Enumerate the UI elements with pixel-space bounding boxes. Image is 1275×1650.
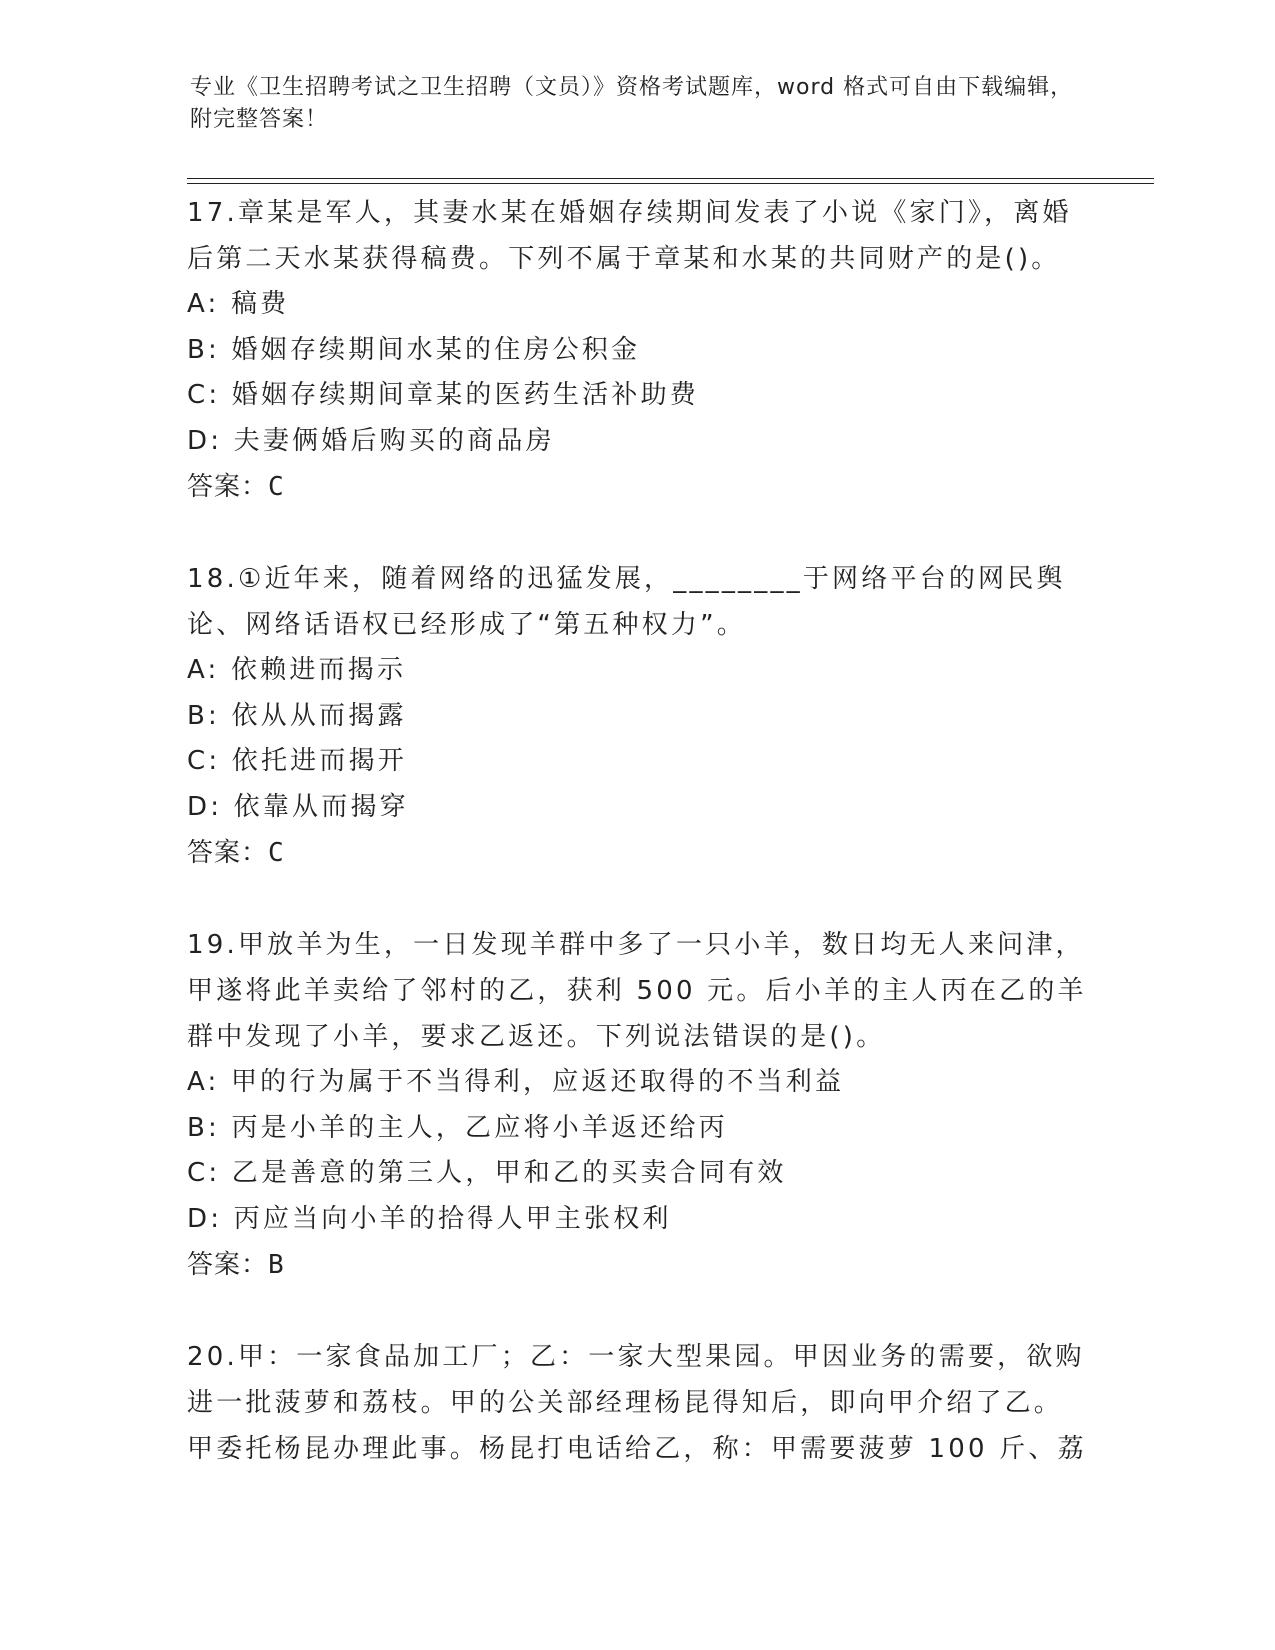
question-text: 19.甲放羊为生，一日发现羊群中多了一只小羊，数日均无人来问津，甲遂将此羊卖给了邻村的乙，获利 500 元。后小羊的主人丙在乙的羊群中发现了小羊，要求乙返还。下列说法错误的是()。 <box>187 930 1087 1052</box>
question-18 <box>187 556 1087 876</box>
answer-label: 答案： <box>187 838 269 868</box>
option-d: D: 夫妻俩婚后购买的商品房 <box>187 425 555 456</box>
answer-line <box>187 464 1087 510</box>
question-19 <box>187 922 1087 1288</box>
question-list <box>187 190 1087 1518</box>
answer-line <box>187 1242 1087 1288</box>
answer-value: C <box>268 472 285 502</box>
answer-label: 答案： <box>187 1250 269 1280</box>
question-text: 20.甲：一家食品加工厂；乙：一家大型果园。甲因业务的需要，欲购进一批菠萝和荔枝。甲的公关部经理杨昆得知后，即向甲介绍了乙。甲委托杨昆办理此事。杨昆打电话给乙，称：甲需要菠萝 100 斤、荔 <box>187 1342 1087 1464</box>
answer-line <box>187 830 1087 876</box>
option-a: A: 稿费 <box>187 289 290 319</box>
question-20 <box>187 1334 1087 1472</box>
option-d: D: 丙应当向小羊的拾得人甲主张权利 <box>187 1203 672 1234</box>
answer-value: B <box>268 1250 285 1280</box>
question-text: 17.章某是军人，其妻水某在婚姻存续期间发表了小说《家门》，离婚后第二天水某获得稿费。下列不属于章某和水某的共同财产的是()。 <box>187 198 1072 274</box>
answer-value: C <box>268 838 285 868</box>
header-text: 专业《卫生招聘考试之卫生招聘（文员）》资格考试题库，word 格式可自由下载编辑，附完整答案！ <box>190 75 1074 132</box>
option-b: B: 依从从而揭露 <box>187 700 407 731</box>
option-b: B: 丙是小羊的主人，乙应将小羊返还给丙 <box>187 1112 728 1143</box>
document-header <box>190 72 1090 136</box>
option-a: A: 依赖进而揭示 <box>187 655 407 685</box>
option-c: C: 婚姻存续期间章某的医药生活补助费 <box>187 380 699 410</box>
header-divider-bottom <box>187 183 1154 184</box>
option-a: A: 甲的行为属于不当得利，应返还取得的不当利益 <box>187 1067 845 1097</box>
header-divider-top <box>187 178 1154 179</box>
option-d: D: 依靠从而揭穿 <box>187 791 409 822</box>
question-17 <box>187 190 1087 510</box>
answer-label: 答案： <box>187 472 269 502</box>
option-b: B: 婚姻存续期间水某的住房公积金 <box>187 334 641 365</box>
option-c: C: 乙是善意的第三人，甲和乙的买卖合同有效 <box>187 1158 787 1188</box>
option-c: C: 依托进而揭开 <box>187 746 407 776</box>
question-text: 18.①近年来，随着网络的迅猛发展，________于网络平台的网民舆论、网络话语权已经形成了“第五种权力”。 <box>187 564 1066 640</box>
